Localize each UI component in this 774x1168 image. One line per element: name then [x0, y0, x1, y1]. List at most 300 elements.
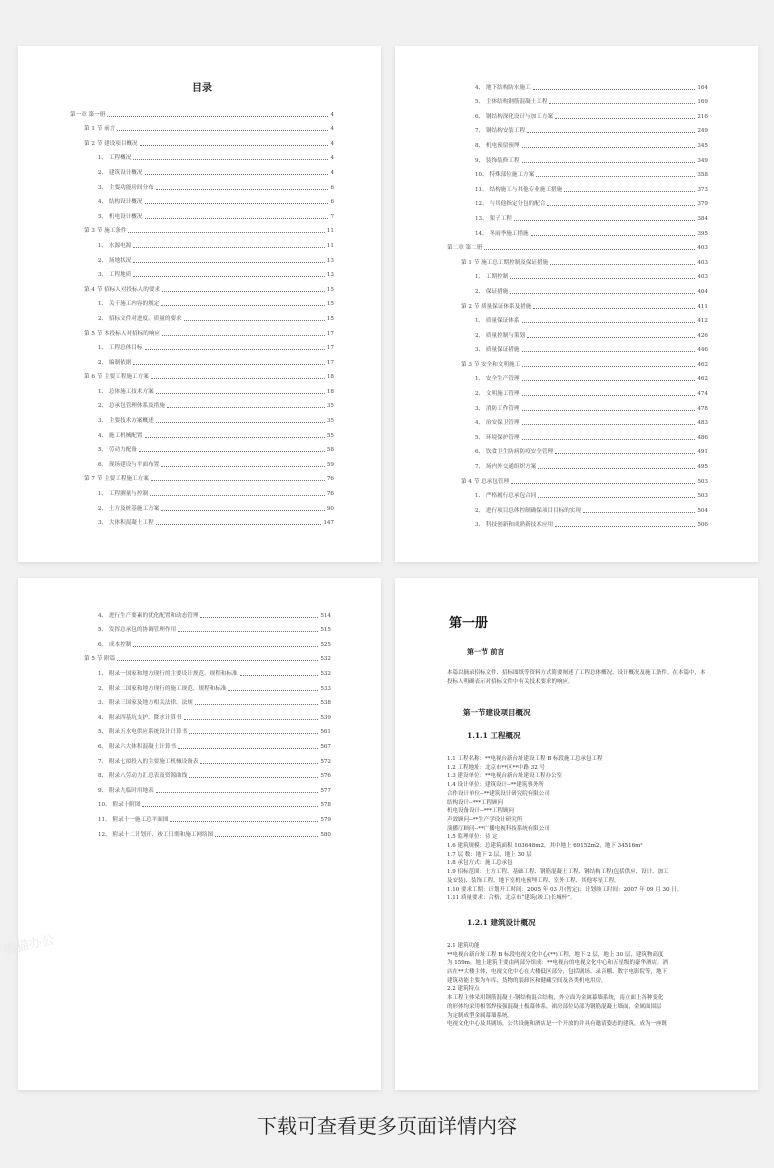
text-line: 1.5 监理单位：待 定	[447, 834, 498, 841]
toc-entry-page: 506	[697, 522, 708, 529]
toc-entry	[70, 235, 334, 250]
toc-entry-page: 514	[320, 612, 331, 619]
toc-entry	[447, 296, 708, 311]
text-line: 声效顾问--**生产学设计研究所	[447, 816, 523, 823]
toc-entry-label: 3、 质量保证措施	[475, 347, 520, 354]
toc-entry	[70, 104, 334, 119]
toc-entry-page: 249	[697, 128, 708, 135]
toc-leader-dots	[189, 776, 318, 778]
toc-entry-page: 478	[697, 405, 708, 412]
toc-entry	[70, 751, 331, 766]
toc-entry-label: 3、 附录三国家及地方相关法律、法规	[98, 700, 193, 707]
text-line: 1.4 设计单位：建筑设计--**建筑事务所	[447, 782, 544, 789]
toc-entry-page: 576	[320, 773, 331, 780]
toc-leader-dots	[522, 365, 695, 367]
text-line: 本工程主体采用钢筋混凝土-钢结构混合结构，外立面为金属幕墙系统，南立面上各种变化	[447, 995, 664, 1002]
toc-entry-label: 8、 机电预留预埋	[475, 142, 520, 149]
toc-entry-label: 3、 工程地质	[98, 272, 132, 279]
toc-entry-label: 12、 附录十二计划开、竣工日期和施工网络图	[98, 831, 214, 838]
toc-leader-dots	[538, 496, 695, 498]
toc-entry-label: 2、 文明施工管理	[475, 391, 520, 398]
toc-entry-page: 525	[320, 641, 331, 648]
toc-entry-label: 第 3 节 安全和文明施工	[461, 361, 521, 368]
toc-entry-page: 76	[326, 476, 334, 483]
toc-entry	[447, 398, 708, 413]
toc-entry-page: 76	[326, 491, 334, 498]
preface-text: 本篇以摘录招标文件、招标图纸等资料方式简要阐述了工程总体概况、设计概况及施工条件。在本篇中，本投标人明确表示对招标文件中有关技术要求的响应。	[447, 670, 706, 685]
toc-entry	[447, 427, 708, 442]
toc-entry-page: 384	[697, 215, 708, 222]
toc-leader-dots	[514, 219, 695, 221]
toc-page-3	[18, 578, 381, 1090]
toc-entry-label: 6、 钢结构深化设计与加工方案	[475, 113, 554, 120]
toc-entry-label: 6、 现场建设与平面布置	[98, 461, 160, 468]
text-line: 演播厅顾问--**广播电视科技系统有限公司	[447, 825, 550, 832]
toc-leader-dots	[184, 319, 325, 321]
toc-entry-label: 4、 地下结构防水施工	[475, 84, 531, 91]
toc-leader-dots	[178, 630, 318, 632]
toc-entry-page: 462	[697, 376, 708, 383]
toc-entry-label: 4、 治安保卫管理	[475, 420, 520, 427]
toc-entry-label: 2、 招标文件对进度、质量的要求	[98, 315, 182, 322]
toc-leader-dots	[200, 616, 318, 618]
toc-entry	[70, 221, 334, 236]
toc-leader-dots	[156, 421, 325, 423]
toc-entry-page: 58	[326, 447, 334, 454]
toc-entry-label: 第 2 节 建设项目概况	[84, 140, 138, 147]
toc-entry-page: 572	[320, 758, 331, 765]
toc-entry	[447, 281, 708, 296]
toc-entry-page: 567	[320, 743, 331, 750]
toc-entry-label: 4、 附录四基坑支护、降水计算书	[98, 714, 182, 721]
toc-leader-dots	[161, 465, 325, 467]
toc-entry	[70, 308, 334, 323]
toc-leader-dots	[510, 292, 695, 294]
document-page	[395, 578, 758, 1090]
toc-entry-page: 6	[330, 184, 334, 191]
toc-entry	[70, 736, 331, 751]
toc-entry	[70, 162, 334, 177]
text-line: 1.10 要求工期：计划开工时间：2005 年 03 月(暂定)；计划竣工时间：2007 年 09 月 30 日。	[447, 886, 683, 893]
toc-leader-dots	[522, 161, 696, 163]
toc-leader-dots	[533, 307, 695, 309]
toc-entry	[447, 500, 708, 515]
toc-leader-dots	[133, 246, 325, 248]
toc-entry-page: 404	[697, 288, 708, 295]
toc-entry-page: 579	[320, 816, 331, 823]
toc-entry-page: 426	[697, 332, 708, 339]
toc-entry-label: 5、 附录五水电供应系统设计计算书	[98, 729, 188, 736]
toc-entry-label: 5、 主体结构钢筋混凝土工程	[475, 99, 548, 106]
design-overview-lines	[447, 942, 708, 1029]
toc-entry-page: 4	[330, 155, 334, 162]
toc-leader-dots	[145, 202, 329, 204]
toc-entry-label: 第 7 节 主要工程施工方案	[84, 476, 149, 483]
toc-entry-page: 503	[697, 478, 708, 485]
toc-entry-page: 533	[320, 685, 331, 692]
toc-entry	[70, 469, 334, 484]
toc-entry-page: 164	[697, 84, 708, 91]
toc-leader-dots	[156, 188, 329, 190]
toc-leader-dots	[522, 438, 696, 440]
toc-entry-page: 4	[330, 126, 334, 133]
text-line: 1.7 层 数：地下 2 层，地上 30 层	[447, 851, 532, 858]
toc-leader-dots	[156, 791, 319, 793]
toc-entry	[70, 722, 331, 737]
toc-leader-dots	[145, 217, 329, 219]
toc-entry-page: 379	[697, 201, 708, 208]
toc-entry-label: 10、 附录十附图	[98, 802, 141, 809]
toc-leader-dots	[555, 117, 695, 119]
toc-entry	[447, 383, 708, 398]
toc-entry-page: 462	[697, 361, 708, 368]
toc-entry-label: 3、 主要技术方案概述	[98, 418, 154, 425]
toc-entry	[447, 223, 708, 238]
toc-entry-page: 395	[697, 230, 708, 237]
toc-entry-label: 2、 质量控制与策划	[475, 332, 526, 339]
toc-entry	[447, 413, 708, 428]
toc-leader-dots	[522, 423, 696, 425]
text-line: 2.1 建筑功能	[447, 942, 480, 949]
toc-leader-dots	[117, 129, 328, 131]
toc-entry	[447, 456, 708, 471]
toc-entry-label: 1、 安全生产管理	[475, 376, 520, 383]
download-more-text[interactable]: 下载可查看更多页面详情内容	[257, 1114, 517, 1138]
toc-entry	[70, 498, 334, 513]
toc-entry-page: 6	[330, 199, 334, 206]
toc-entry	[447, 77, 708, 92]
toc-entry-label: 8、 附录八劳动力汇总表及资源曲线	[98, 773, 188, 780]
toc-entry-label: 第二章 第二册	[447, 245, 483, 252]
toc-entry-page: 577	[320, 787, 331, 794]
text-line: 2.2 建筑特点	[447, 986, 480, 993]
toc-entry-label: 1、 水源电源	[98, 242, 132, 249]
text-line: 合作设计单位--**建筑设计研究院有限公司	[447, 790, 550, 797]
toc-entry-page: 539	[320, 714, 331, 721]
toc-leader-dots	[161, 304, 325, 306]
toc-entry-label: 1、 工程测量与控制	[98, 491, 149, 498]
toc-entry-label: 10、 特殊部位施工方案	[475, 172, 535, 179]
volume-title: 第一册	[449, 616, 489, 631]
toc-leader-dots	[547, 204, 695, 206]
toc-entry-label: 4、 结构设计概况	[98, 199, 143, 206]
text-line: **电视台新台址工程 B 标段电视文化中心(**)工程，地下 2 层，地上 30 层，建筑物高度	[447, 951, 664, 958]
toc-entry-label: 12、 与其他指定分包的配合	[475, 201, 546, 208]
toc-entry	[447, 340, 708, 355]
toc-entry-label: 7、 钢结构安装工程	[475, 128, 526, 135]
toc-entry-label: 1、 总体施工技术方案	[98, 388, 154, 395]
toc-entry-label: 3、 消防工作管理	[475, 405, 520, 412]
toc-entry-page: 474	[697, 391, 708, 398]
toc-leader-dots	[161, 509, 325, 511]
text-line: 1.8 承包方式：施工总承包	[447, 860, 513, 867]
toc-entry	[70, 250, 334, 265]
toc-entry-label: 1、 质量保证体系	[475, 318, 520, 325]
toc-page-1	[18, 46, 381, 562]
toc-entry-page: 4	[330, 111, 334, 118]
toc-leader-dots	[162, 290, 325, 292]
toc-leader-dots	[162, 334, 325, 336]
toc-leader-dots	[145, 348, 325, 350]
toc-entry	[70, 323, 334, 338]
toc-entry	[70, 206, 334, 221]
toc-leader-dots	[184, 718, 319, 720]
text-line: 1.1 工程名称：**电视台新台址建设工程 B 标段施工总承包工程	[447, 756, 603, 762]
toc-entry-label: 1、 工期控制	[475, 274, 509, 281]
toc-page-2	[395, 46, 758, 562]
text-line: 建筑功能主要为车库、货物的装卸区和健藏空间及各类机电用房。	[447, 977, 607, 984]
toc-leader-dots	[156, 392, 325, 394]
toc-entry-label: 第 4 节 招标人对投标人的要求	[84, 286, 161, 293]
toc-entry-page: 4	[330, 169, 334, 176]
toc-entry-page: 411	[697, 303, 708, 310]
toc-entry-label: 9、 装饰装修工程	[475, 157, 520, 164]
toc-entry	[70, 649, 331, 664]
text-line: 1.6 建筑规模：总建筑面积 103648m2，其中地上 69152m2，地下 34516m²	[447, 843, 643, 850]
toc-leader-dots	[228, 689, 318, 691]
toc-entry	[447, 442, 708, 457]
toc-leader-dots	[133, 261, 325, 263]
toc-leader-dots	[522, 321, 696, 323]
toc-entry-label: 2、 建筑设计概况	[98, 169, 143, 176]
toc-entry-label: 2、 土方及桩基施工方案	[98, 505, 160, 512]
toc-entry	[70, 352, 334, 367]
toc-entry-page: 491	[697, 449, 708, 456]
toc-entry-page: 17	[326, 345, 334, 352]
toc-entry	[70, 513, 334, 528]
toc-entry	[70, 396, 334, 411]
toc-leader-dots	[140, 144, 329, 146]
toc-leader-dots	[133, 158, 328, 160]
toc-leader-dots	[522, 146, 696, 148]
toc-entry-page: 35	[326, 418, 334, 425]
toc-entry	[447, 194, 708, 209]
toc-entry-page: 412	[697, 318, 708, 325]
toc-entry	[447, 486, 708, 501]
toc-entry-page: 373	[697, 186, 708, 193]
toc-entry-page: 147	[323, 520, 334, 527]
toc-entry-label: 6、 饮食卫生防病防疫安全管理	[475, 449, 554, 456]
toc-entry-page: 59	[326, 461, 334, 468]
text-line: 1.2 工程地址：北京市**区**中路 32 号	[447, 764, 545, 771]
toc-entry	[70, 795, 331, 810]
toc-entry	[70, 605, 331, 620]
toc-entry-label: 第 3 节 施工条件	[84, 228, 127, 235]
toc-entry-label: 第 5 节 本投标人对招标的响应	[84, 330, 161, 337]
toc-entry	[447, 135, 708, 150]
text-line: 为 159m。地上建筑主要由两部分组成：**电视台的电视文化中心和五星级的豪华酒店。酒	[447, 960, 668, 967]
toc-entry-page: 532	[320, 670, 331, 677]
toc-entry-label: 第一章 第一册	[70, 111, 106, 118]
toc-leader-dots	[240, 674, 319, 676]
toc-leader-dots	[107, 115, 328, 117]
toc-leader-dots	[200, 762, 318, 764]
toc-leader-dots	[215, 835, 318, 837]
toc-leader-dots	[133, 275, 325, 277]
toc-leader-dots	[531, 234, 696, 236]
toc-entry	[447, 252, 708, 267]
toc-leader-dots	[510, 277, 695, 279]
toc-entry	[70, 678, 331, 693]
toc-entry-page: 403	[697, 274, 708, 281]
toc-entry	[70, 338, 334, 353]
toc-entry-label: 第 1 节 前言	[84, 126, 116, 133]
text-line: 的形体均采用相邻焊接强混凝土板幕体系，裙房部位局部为钢筋混凝土墙面，金属面围层	[447, 1003, 662, 1010]
toc-title: 目录	[192, 83, 212, 94]
text-line: 店在**大楼主体，电视文化中心在大楼低区部分，包括剧场、录音棚、数字电影院等，地下	[447, 969, 668, 976]
toc-entry-label: 第 6 节 主要工程施工方案	[84, 374, 149, 381]
toc-leader-dots	[564, 190, 695, 192]
toc-entry-page: 538	[320, 700, 331, 707]
toc-entry	[70, 367, 334, 382]
toc-entry-page: 11	[326, 228, 334, 235]
toc-entry-label: 1、 严格履行总承包合同	[475, 493, 537, 500]
toc-entry-page: 504	[697, 507, 708, 514]
toc-entry	[70, 663, 331, 678]
toc-leader-dots	[133, 645, 318, 647]
text-line: 机电设备设计--***工程顾问	[447, 808, 514, 815]
toc-entry-label: 第 5 节 附篇	[84, 656, 116, 663]
toc-entry-page: 578	[320, 802, 331, 809]
toc-entry-label: 第 1 节 施工总工期控制及保证措施	[461, 259, 549, 266]
toc-entry-label: 1、 工程总体目标	[98, 345, 143, 352]
toc-leader-dots	[145, 436, 325, 438]
toc-leader-dots	[151, 377, 325, 379]
toc-entry-label: 第 2 节 质量保证体系及措施	[461, 303, 532, 310]
text-line: 为定制成型金属幕墙系统。	[447, 1012, 514, 1019]
toc-entry-label: 5、 环境保护管理	[475, 434, 520, 441]
toc-entry	[70, 279, 334, 294]
toc-entry-label: 5、 机电设计概况	[98, 213, 143, 220]
toc-entry	[70, 483, 334, 498]
toc-entry-label: 6、 成本控制	[98, 641, 132, 648]
toc-entry-label: 4、 进行生产要素的优化配置和动态管理	[98, 612, 199, 619]
toc-entry-page: 403	[697, 259, 708, 266]
toc-leader-dots	[522, 394, 696, 396]
toc-leader-dots	[522, 409, 696, 411]
toc-entry	[70, 410, 334, 425]
text-line: 结构设计--***工程顾问	[447, 799, 503, 806]
toc-entry	[70, 693, 331, 708]
toc-leader-dots	[128, 231, 324, 233]
toc-entry	[70, 809, 331, 824]
toc-entry	[70, 707, 331, 722]
toc-leader-dots	[484, 248, 695, 250]
toc-entry-page: 13	[326, 257, 334, 264]
toc-entry-label: 11、 结构施工与其他专业施工措施	[475, 186, 563, 193]
toc-leader-dots	[189, 732, 318, 734]
toc-leader-dots	[522, 350, 696, 352]
toc-leader-dots	[536, 175, 695, 177]
toc-entry-label: 2、 保证措施	[475, 288, 509, 295]
project-overview-lines	[447, 755, 708, 903]
toc-leader-dots	[139, 450, 325, 452]
toc-entry	[70, 133, 334, 148]
toc-leader-dots	[145, 173, 329, 175]
toc-entry-label: 6、 附录六大体积混凝土计算书	[98, 743, 177, 750]
toc-entry-page: 483	[697, 420, 708, 427]
toc-entry	[447, 369, 708, 384]
toc-entry-label: 5、 发挥总承包的协调管理作用	[98, 627, 177, 634]
toc-leader-dots	[538, 467, 695, 469]
toc-entry-label: 2、 总承包管理体系及措施	[98, 403, 165, 410]
toc-entry-page: 18	[326, 388, 334, 395]
toc-entry	[70, 294, 334, 309]
toc-entry-label: 第 4 节 总承包管理	[461, 478, 510, 485]
toc-leader-dots	[583, 511, 695, 513]
toc-entry	[447, 179, 708, 194]
toc-leader-dots	[527, 336, 695, 338]
toc-entry-label: 3、 主要功能房间分布	[98, 184, 154, 191]
toc-entry-page: 561	[320, 729, 331, 736]
toc-entry	[70, 766, 331, 781]
toc-entry-page: 349	[697, 157, 708, 164]
toc-entry	[447, 238, 708, 253]
toc-entry	[447, 165, 708, 180]
toc-entry	[70, 620, 331, 635]
toc-entry-page: 532	[320, 656, 331, 663]
toc-entry	[447, 121, 708, 136]
toc-entry-page: 13	[326, 272, 334, 279]
toc-entry	[447, 515, 708, 530]
toc-leader-dots	[133, 363, 325, 365]
toc-entry-page: 486	[697, 434, 708, 441]
toc-leader-dots	[150, 494, 325, 496]
watermark: 熊猫办公	[2, 932, 57, 959]
toc-entry-page: 11	[326, 242, 334, 249]
toc-entry-label: 13、 架子工程	[475, 215, 512, 222]
toc-entry	[447, 208, 708, 223]
text-line: 及安装)、装饰工程、地下室机电预埋工程、室外工程、其他零星工程。	[447, 877, 620, 884]
subsection-title-2: 1.2.1 建筑设计概况	[467, 917, 536, 927]
toc-entry-label: 9、 附录九临时用地表	[98, 787, 154, 794]
toc-entry-page: 515	[320, 627, 331, 634]
toc-entry	[70, 780, 331, 795]
toc-leader-dots	[527, 131, 695, 133]
toc-entry-label: 7、 场内外交通组织方案	[475, 464, 537, 471]
toc-leader-dots	[550, 263, 695, 265]
toc-entry-label: 7、 附录七拟投入的主要施工机械设备表	[98, 758, 199, 765]
toc-leader-dots	[555, 525, 695, 527]
toc-entry	[447, 267, 708, 282]
toc-leader-dots	[555, 452, 695, 454]
toc-entry-label: 2、 进行项目总体控制确保项目目标的实现	[475, 507, 582, 514]
toc-entry	[447, 325, 708, 340]
toc-entry-page: 18	[326, 374, 334, 381]
toc-entry-page: 90	[326, 505, 334, 512]
toc-entry	[70, 265, 334, 280]
toc-entry-label: 4、 施工机械配置	[98, 432, 143, 439]
toc-leader-dots	[117, 659, 318, 661]
text-line: 电视文化中心及其剧场，公共设施和酒店是一个开放的并具有邀请姿态的建筑，成为一座既	[447, 1021, 668, 1028]
toc-entry-label: 14、 冬雨季施工措施	[475, 230, 529, 237]
toc-entry-label: 2、 编制依据	[98, 359, 132, 366]
subsection-title-1: 1.1.1 工程概况	[467, 731, 521, 740]
toc-entry	[70, 425, 334, 440]
toc-entry-page: 15	[326, 315, 334, 322]
toc-entry	[447, 311, 708, 326]
toc-leader-dots	[178, 747, 318, 749]
toc-entry-label: 3、 大体积混凝土工程	[98, 520, 154, 527]
text-line: 1.3 建设单位：**电视台新台址建设工程办公室	[447, 773, 562, 780]
toc-entry-page: 345	[697, 142, 708, 149]
toc-entry-label: 1、 附录一国家和地方现行的主要设计规范、规程和标准	[98, 670, 238, 677]
toc-entry-label: 2、 附录二国家和地方现行的施工规范、规程和标准	[98, 685, 227, 692]
toc-entry-page: 17	[326, 359, 334, 366]
text-line: 1.11 质量要求：合格，北京市“建筑(竣工)长城杯”。	[447, 895, 576, 902]
section-title: 第一节建设项目概况	[463, 708, 531, 717]
toc-leader-dots	[195, 703, 318, 705]
